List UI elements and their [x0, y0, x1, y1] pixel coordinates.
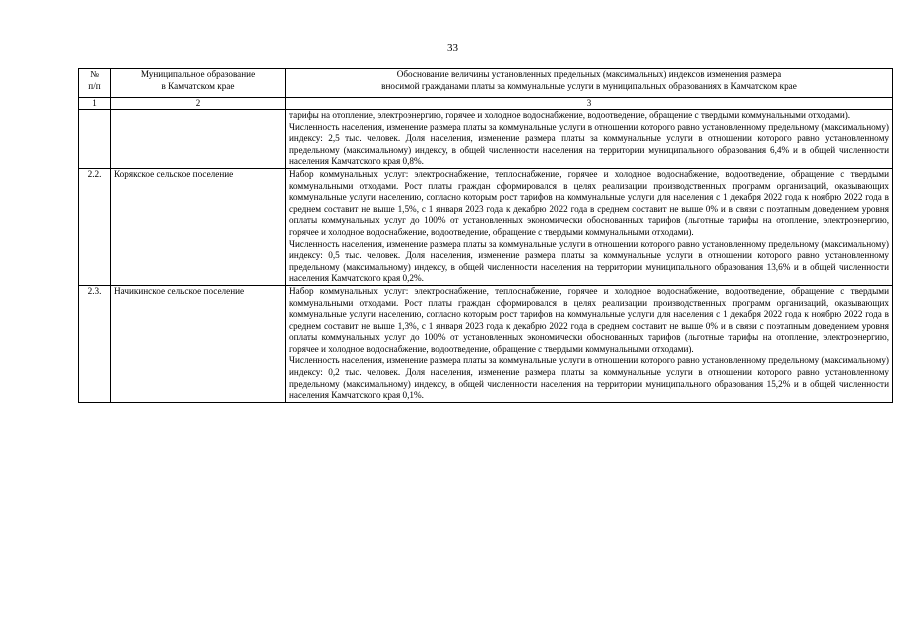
row-name-cell [111, 110, 286, 169]
header-col-justification [286, 69, 893, 98]
header-num-label: № п/п [88, 69, 101, 91]
row-name-cell: Начикинское сельское поселение [111, 285, 286, 402]
column-number-2: 2 [111, 98, 286, 110]
header-justification-label: Обоснование величины установленных предельных (максимальных) индексов изменения размера вносимой гражданами платы за коммунальные услуги в муниципальных образованиях в Камчатском крае [381, 69, 797, 91]
row-justification-cell [286, 110, 893, 169]
row-num-cell [79, 110, 111, 169]
justification-paragraph: Численность населения, изменение размера платы за коммунальные услуги в отношении которого равно установленному предельному (максимальному) индексу: 0,5 тыс. человек. Доля населения, изменение размера платы за коммунальные услуги в отношении которого равно установленному предельному (максимальному) индексу, в общей численности населения на территории муниципального образования 13,6% и в общей численности населения Камчатского края 0,2%. [289, 238, 889, 284]
table-row [79, 168, 893, 285]
page-number: 33 [447, 42, 458, 54]
justification-paragraph: Набор коммунальных услуг: электроснабжение, теплоснабжение, горячее и холодное водоснабжение, водоотведение, обращение с твердыми коммунальными отходами. Рост платы граждан сформировался в целях реализации производственных программ организаций, оказывающих коммунальные услуги населению, согласно которым рост тарифов на коммунальные услуги для населения с 1 декабря 2022 года к ноябрю 2022 года в среднем составит не выше 1,3%, с 1 января 2023 года к декабрю 2022 года в среднем составит не выше 0% и в связи с поэтапным доведением уровня оплаты коммунальных услуг до 100% от установленных экономически обоснованных тарифов (льготные тарифы на отопление, электроэнергию, горячее и холодное водоснабжение, водоотведение, обращение с твердыми коммунальными отходами). [289, 285, 889, 354]
row-num-cell: 2.2. [79, 168, 111, 285]
column-number-3: 3 [286, 98, 893, 110]
continuation-paragraph: тарифы на отопление, электроэнергию, горячее и холодное водоснабжение, водоотведение, обращение с твердыми коммунальными отходами). [289, 110, 851, 120]
header-col-num [79, 69, 111, 98]
justification-paragraph: Набор коммунальных услуг: электроснабжение, теплоснабжение, горячее и холодное водоснабжение, водоотведение, обращение с твердыми коммунальными отходами. Рост платы граждан сформировался в целях реализации производственных программ организаций, оказывающих коммунальные услуги населению, согласно которым рост тарифов на коммунальные услуги для населения с 1 декабря 2022 года к ноябрю 2022 года в среднем составит не выше 1,5%, с 1 января 2023 года к декабрю 2022 года в среднем составит не выше 0% и в связи с поэтапным доведением уровня оплаты коммунальных услуг до 100% от установленных экономически обоснованных тарифов (льготные тарифы на отопление, электроэнергию, горячее и холодное водоснабжение, водоотведение, обращение с твердыми коммунальными отходами). [289, 168, 889, 237]
row-justification-cell [286, 285, 893, 402]
table-column-numbers-row [79, 98, 893, 110]
table-row [79, 285, 893, 402]
column-number-1: 1 [79, 98, 111, 110]
justification-paragraph: Численность населения, изменение размера платы за коммунальные услуги в отношении которого равно установленному предельному (максимальному) индексу: 0,2 тыс. человек. Доля населения, изменение размера платы за коммунальные услуги в отношении которого равно установленному предельному (максимальному) индексу, в общей численности населения на территории муниципального образования 15,2% и в общей численности населения Камчатского края 0,1%. [289, 355, 889, 401]
table-row [79, 110, 893, 169]
continuation-paragraph: Численность населения, изменение размера платы за коммунальные услуги в отношении которого равно установленному предельному (максимальному) индексу: 2,5 тыс. человек. Доля населения, изменение размера платы за коммунальные услуги в отношении которого равно установленному предельному (максимальному) индексу, в общей численности населения на территории муниципального образования 6,4% и в общей численности населения Камчатского края 0,8%. [289, 121, 889, 167]
header-col-municipality [111, 69, 286, 98]
row-num-cell: 2.3. [79, 285, 111, 402]
tariff-index-table [78, 68, 893, 403]
header-municipality-label: Муниципальное образование в Камчатском крае [140, 69, 256, 91]
table-header-row [79, 69, 893, 98]
row-name-cell: Корякское сельское поселение [111, 168, 286, 285]
row-justification-cell [286, 168, 893, 285]
